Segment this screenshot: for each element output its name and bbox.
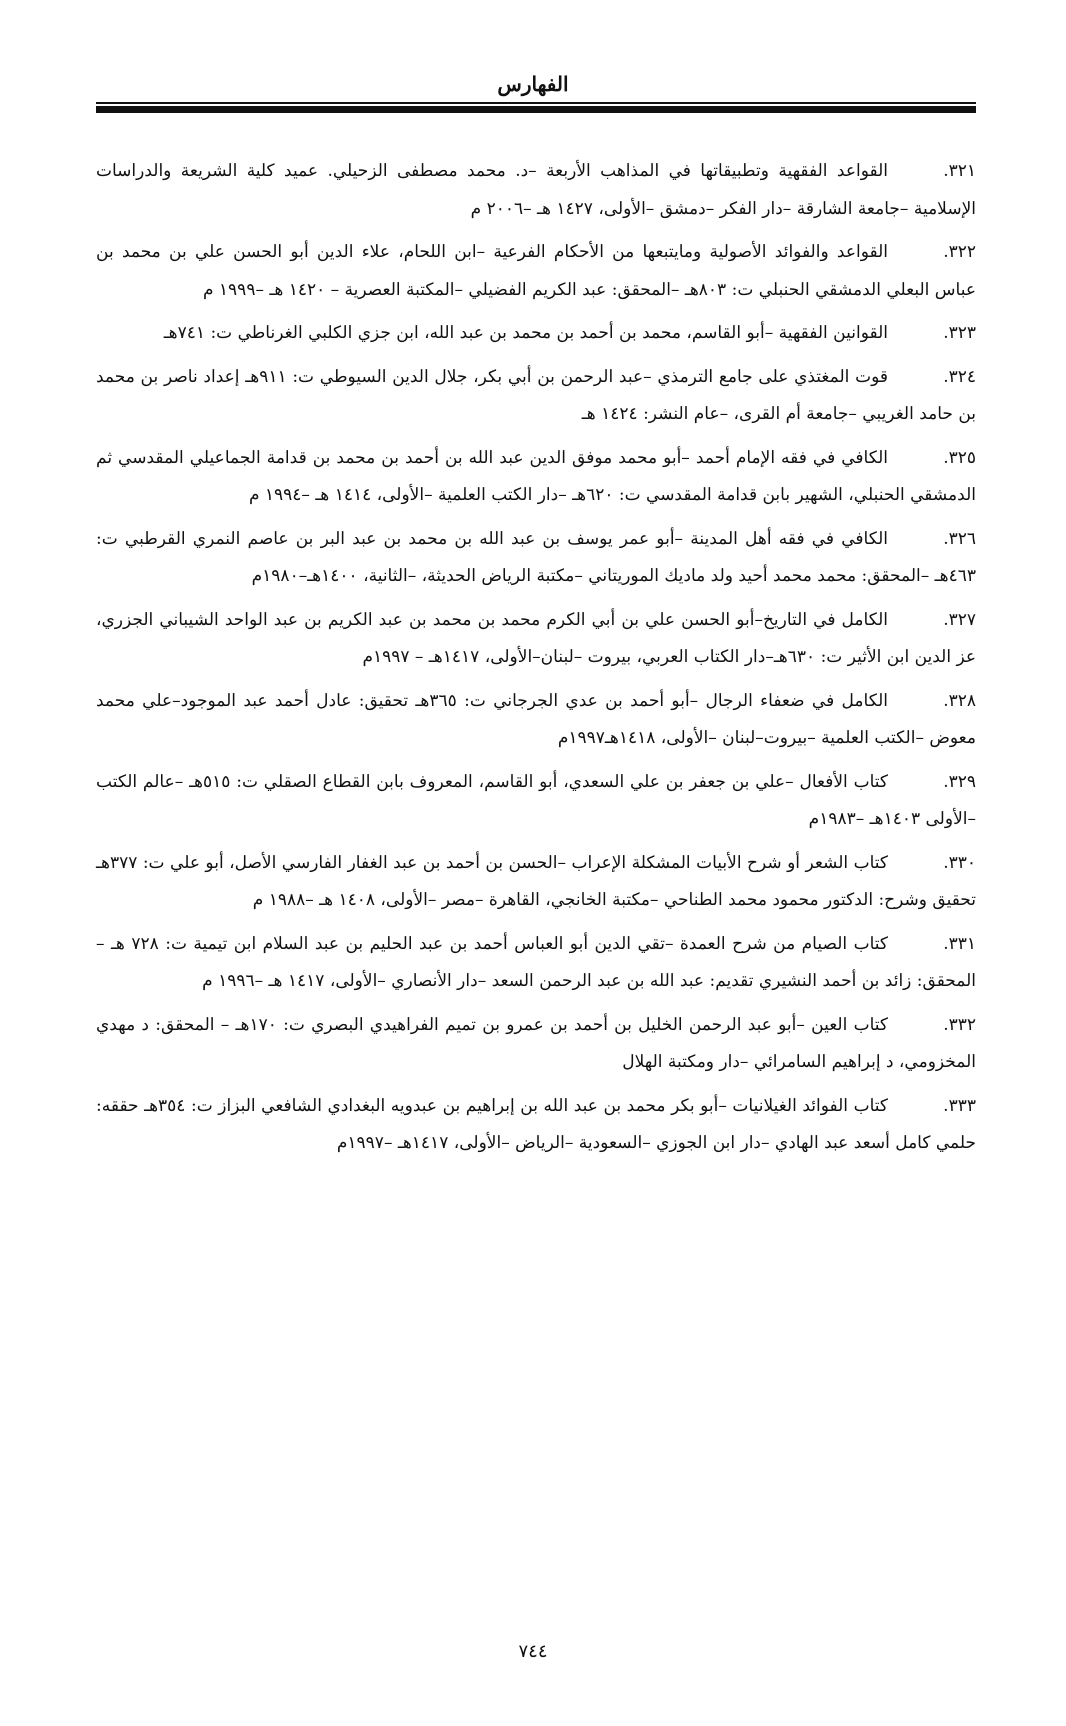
entry-text: كتاب الصيام من شرح العمدة –تقي الدين أبو العباس أحمد بن عبد الحليم بن عبد السلام ابن تيمية ت: ٧٢٨ هـ –المحقق: زائد بن أحمد النشيري تقديم: عبد الله بن عبد الرحمن السعد –دار الأنصاري –الأولى، ١٤١٧ هـ –١٩٩٦ م xyxy=(96,933,976,991)
page-number: ٧٤٤ xyxy=(518,1641,548,1662)
entry-number: ٣٣٢. xyxy=(943,1014,976,1035)
bibliography-entry xyxy=(96,234,976,309)
entry-text: القوانين الفقهية –أبو القاسم، محمد بن أحمد بن محمد بن عبد الله، ابن جزي الكلبي الغرناطي ت: ٧٤١هـ xyxy=(163,323,888,343)
entry-text: كتاب الشعر أو شرح الأبيات المشكلة الإعراب –الحسن بن أحمد بن عبد الغفار الفارسي الأصل، أبو علي ت: ٣٧٧هـ تحقيق وشرح: الدكتور محمود محمد الطناحي –مكتبة الخانجي، القاهرة –مصر –الأولى، ١٤٠٨ هـ –١٩٨٨ م xyxy=(96,852,976,910)
bibliography-entry xyxy=(96,440,976,515)
entry-text: الكامل في التاريخ–أبو الحسن علي بن أبي الكرم محمد بن محمد بن عبد الكريم بن عبد الواحد الشيباني الجزري، عز الدين ابن الأثير ت: ٦٣٠هـ–دار الكتاب العربي، بيروت –لبنان–الأولى، ١٤١٧هـ – ١٩٩٧م xyxy=(96,609,976,667)
page-header-title: الفهارس xyxy=(497,72,569,96)
bibliography-entry xyxy=(96,926,976,1001)
entry-number: ٣٣٠. xyxy=(943,852,976,873)
entry-number: ٣٢٨. xyxy=(943,690,976,711)
entry-number: ٣٢٧. xyxy=(943,609,976,630)
bibliography-entry xyxy=(96,359,976,434)
entry-number: ٣٢٦. xyxy=(943,528,976,549)
entry-text: كتاب العين –أبو عبد الرحمن الخليل بن أحمد بن عمرو بن تميم الفراهيدي البصري ت: ١٧٠هـ – المحقق: د مهدي المخزومي، د إبراهيم السامرائي –دار ومكتبة الهلال xyxy=(96,1014,976,1072)
entry-number: ٣٢١. xyxy=(943,161,976,181)
entry-text: الكامل في ضعفاء الرجال –أبو أحمد بن عدي الجرجاني ت: ٣٦٥هـ تحقيق: عادل أحمد عبد الموجود–علي محمد معوض –الكتب العلمية –بيروت–لبنان –الأولى، ١٤١٨هـ١٩٩٧م xyxy=(96,690,976,748)
entry-text: الكافي في فقه أهل المدينة –أبو عمر يوسف بن عبد الله بن محمد بن عبد البر بن عاصم النمري القرطبي ت: ٤٦٣هـ –المحقق: محمد محمد أحيد ولد ماديك الموريتاني –مكتبة الرياض الحديثة، –الثانية، ١٤٠٠هـ–١٩٨٠م xyxy=(96,528,976,586)
entry-text: القواعد الفقهية وتطبيقاتها في المذاهب الأربعة –د. محمد مصطفى الزحيلي. عميد كلية الشريعة والدراسات الإسلامية –جامعة الشارقة –دار الفكر –دمشق –الأولى، ١٤٢٧ هـ –٢٠٠٦ م xyxy=(96,161,976,219)
bibliography-entry xyxy=(96,602,976,677)
bibliography-entry xyxy=(96,521,976,596)
entry-number: ٣٣٣. xyxy=(943,1095,976,1116)
bibliography-entry xyxy=(96,315,976,353)
entry-number: ٣٢٥. xyxy=(943,447,976,468)
bibliography-entry xyxy=(96,1088,976,1163)
bibliography-list xyxy=(96,153,976,1169)
entry-text: كتاب الفوائد الغيلانيات –أبو بكر محمد بن عبد الله بن إبراهيم بن عبدويه البغدادي الشافعي البزاز ت: ٣٥٤هـ حققه: حلمي كامل أسعد عبد الهادي –دار ابن الجوزي –السعودية –الرياض –الأولى، ١٤١٧هـ –١٩٩٧م xyxy=(96,1095,976,1153)
entry-number: ٣٢٩. xyxy=(943,771,976,792)
entry-number: ٣٢٤. xyxy=(943,366,977,387)
bibliography-entry xyxy=(96,845,976,920)
entry-number: ٣٢٢. xyxy=(943,242,976,262)
bibliography-entry xyxy=(96,1007,976,1082)
header-rule-thick xyxy=(96,106,976,113)
entry-text: الكافي في فقه الإمام أحمد –أبو محمد موفق الدين عبد الله بن أحمد بن محمد بن قدامة الجماعيلي المقدسي ثم الدمشقي الحنبلي، الشهير بابن قدامة المقدسي ت: ٦٢٠هـ –دار الكتب العلمية –الأولى، ١٤١٤ هـ –١٩٩٤ م xyxy=(96,447,976,505)
entry-text: القواعد والفوائد الأصولية ومايتبعها من الأحكام الفرعية –ابن اللحام، علاء الدين أبو الحسن علي بن محمد بن عباس البعلي الدمشقي الحنبلي ت: ٨٠٣هـ –المحقق: عبد الكريم الفضيلي –المكتبة العصرية – ١٤٢٠ هـ –١٩٩٩ م xyxy=(96,242,976,300)
entry-number: ٣٢٣. xyxy=(943,323,976,343)
entry-text: قوت المغتذي على جامع الترمذي –عبد الرحمن بن أبي بكر، جلال الدين السيوطي ت: ٩١١هـ إعداد ناصر بن محمد بن حامد الغريبي –جامعة أم القرى، –عام النشر: ١٤٢٤ هـ xyxy=(96,366,976,424)
entry-text: كتاب الأفعال –علي بن جعفر بن علي السعدي، أبو القاسم، المعروف بابن القطاع الصقلي ت: ٥١٥هـ –عالم الكتب –الأولى ١٤٠٣هـ –١٩٨٣م xyxy=(96,771,976,829)
bibliography-entry xyxy=(96,683,976,758)
entry-number: ٣٣١. xyxy=(943,933,976,954)
bibliography-entry xyxy=(96,153,976,228)
header-rule-thin xyxy=(96,102,976,104)
bibliography-entry xyxy=(96,764,976,839)
